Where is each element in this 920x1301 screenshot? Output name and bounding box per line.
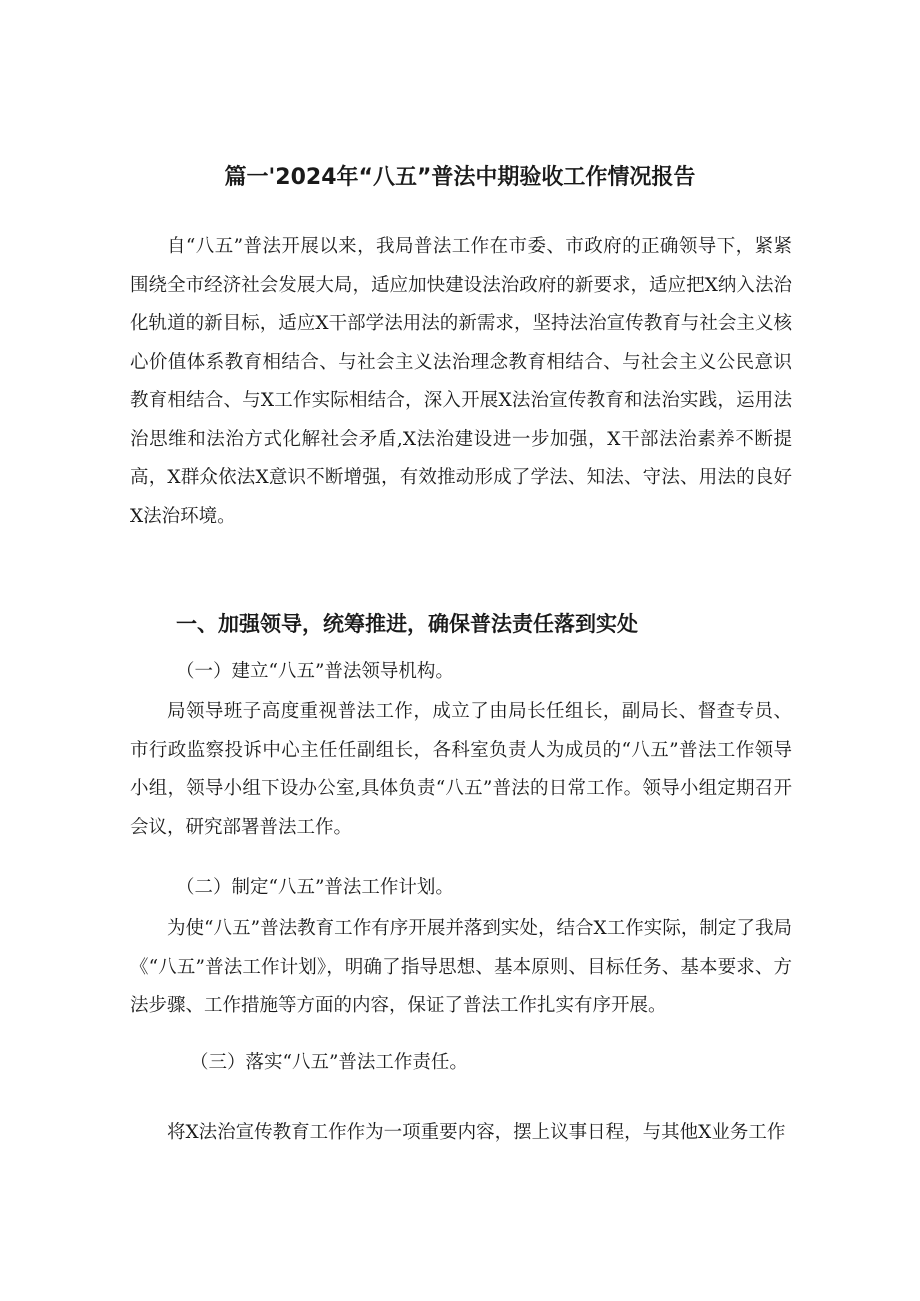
intro-paragraph <box>130 228 792 536</box>
sub2-heading: （二）制定“八五”普法工作计划。 <box>176 877 454 898</box>
sub1-text: 局领导班子高度重视普法工作，成立了由局长任组长，副局长、督查专员、市行政监察投诉中心主任任副组长，各科室负责人为成员的“八五”普法工作领导小组，领导小组下设办公室,具体负责“八五”普法的日常工作。领导小组定期召开会议，研究部署普法工作。 <box>130 701 792 838</box>
sub2-paragraph <box>130 910 792 1026</box>
sub3-paragraph <box>130 1114 792 1153</box>
sub1-paragraph <box>130 693 792 847</box>
sub1-heading: （一）建立“八五”普法领导机构。 <box>176 661 454 682</box>
sub3-text: 将X法治宣传教育工作作为一项重要内容，摆上议事日程，与其他X业务工作 <box>167 1122 786 1143</box>
section1-heading: 一、加强领导，统筹推进，确保普法责任落到实处 <box>176 612 638 636</box>
document-title: 篇一'2024年“八五”普法中期验收工作情况报告 <box>224 165 696 190</box>
sub3-heading: （三）落实“八五”普法工作责任。 <box>190 1052 468 1073</box>
sub2-text: 为使“八五”普法教育工作有序开展并落到实处，结合X工作实际，制定了我局《“八五”普法工作计划》，明确了指导思想、基本原则、目标任务、基本要求、方法步骤、工作措施等方面的内容，保证了普法工作扎实有序开展。 <box>130 918 792 1016</box>
intro-text: 自“八五”普法开展以来，我局普法工作在市委、市政府的正确领导下，紧紧围绕全市经济社会发展大局，适应加快建设法治政府的新要求，适应把X纳入法治化轨道的新目标，适应X干部学法用法的新需求，坚持法治宣传教育与社会主义核心价值体系教育相结合、与社会主义法治理念教育相结合、与社会主义公民意识教育相结合、与X工作实际相结合，深入开展X法治宣传教育和法治实践，运用法治思维和法治方式化解社会矛盾,X法治建设进一步加强，X干部法治素养不断提高，X群众依法X意识不断增强，有效推动形成了学法、知法、守法、用法的良好X法治环境。 <box>130 236 792 527</box>
